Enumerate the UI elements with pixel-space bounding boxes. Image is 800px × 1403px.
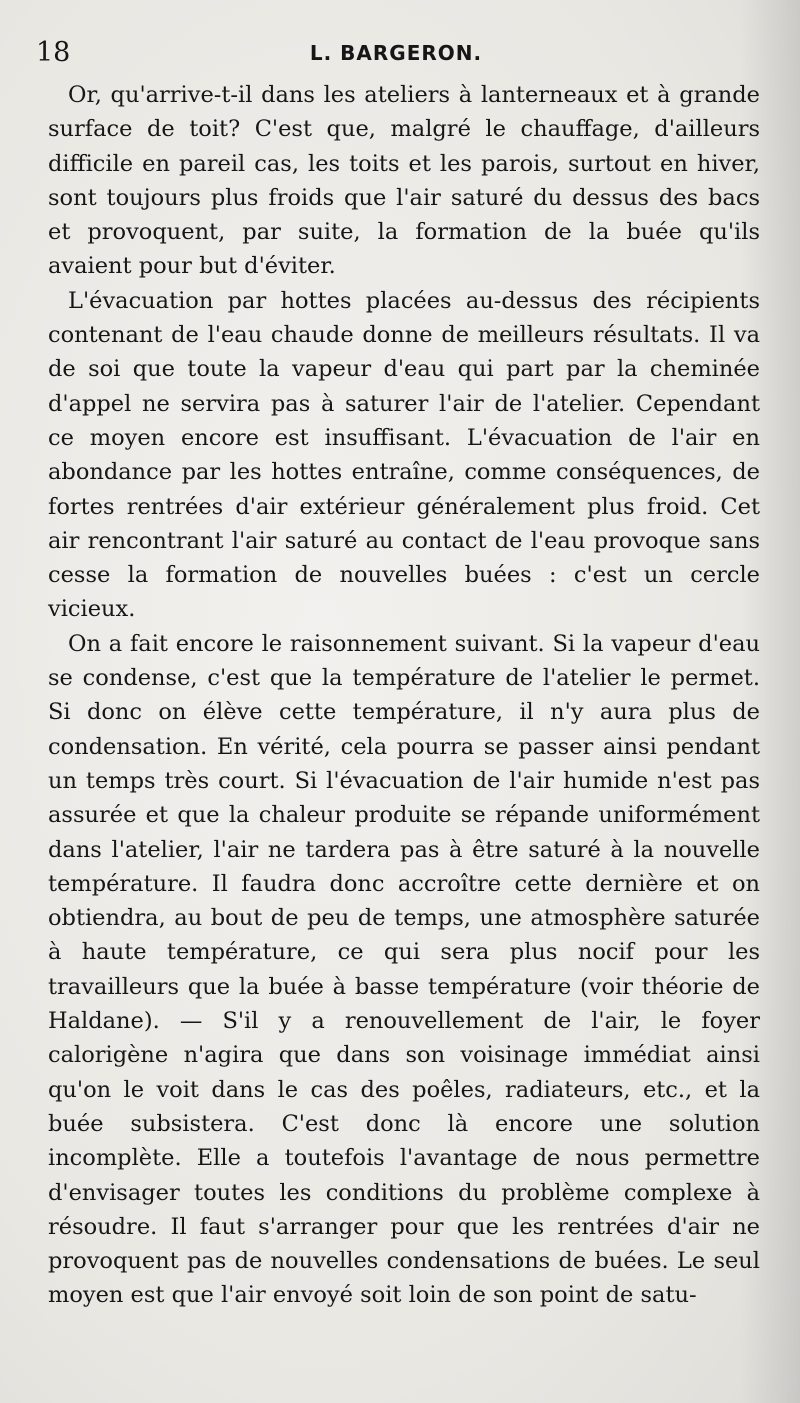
page-header: [36, 36, 756, 70]
paragraph-2: L'évacuation par hottes placées au-dessus des récipients contenant de l'eau chaude donne de meilleurs résultats. Il va de soi que toute la vapeur d'eau qui part par la cheminée d'appel ne servira pas à saturer l'air de l'atelier. Cependant ce moyen encore est insuffisant. L'évacuation de l'air en abondance par les hottes entraîne, comme conséquences, de fortes rentrées d'air extérieur généralement plus froid. Cet air rencontrant l'air saturé au contact de l'eau provoque sans cesse la formation de nouvelles buées : c'est un cercle vicieux.: [48, 287, 760, 623]
page-number: 18: [36, 37, 71, 68]
paragraph-1: Or, qu'arrive-t-il dans les ateliers à lanterneaux et à grande surface de toit? C'est que, malgré le chauffage, d'ailleurs difficile en pareil cas, les toits et les parois, surtout en hiver, sont toujours plus froids que l'air saturé du dessus des bacs et provoquent, par suite, la formation de la buée qu'ils avaient pour but d'éviter.: [48, 82, 760, 280]
paragraph-3: On a fait encore le raisonnement suivant. Si la vapeur d'eau se condense, c'est que la température de l'atelier le permet. Si donc on élève cette température, il n'y aura plus de condensation. En vérité, cela pourra se passer ainsi pendant un temps très court. Si l'évacuation de l'air humide n'est pas assurée et que la chaleur produite se répande uniformément dans l'atelier, l'air ne tardera pas à être saturé à la nouvelle température. Il faudra donc accroître cette dernière et on obtiendra, au bout de peu de temps, une atmosphère saturée à haute température, ce qui sera plus nocif pour les travailleurs que la buée à basse température (voir théorie de Haldane). — S'il y a renouvellement de l'air, le foyer calorigène n'agira que dans son voisinage immédiat ainsi qu'on le voit dans le cas des poêles, radiateurs, etc., et la buée subsistera. C'est donc là encore une solution incomplète. Elle a toutefois l'avantage de nous permettre d'envisager toutes les conditions du problème complexe à résoudre. Il faut s'arranger pour que les rentrées d'air ne provoquent pas de nouvelles condensations de buées. Le seul moyen est que l'air envoyé soit loin de son point de satu-: [48, 630, 760, 1309]
running-head: L. BARGERON.: [309, 41, 483, 65]
body-text: [48, 78, 760, 1313]
